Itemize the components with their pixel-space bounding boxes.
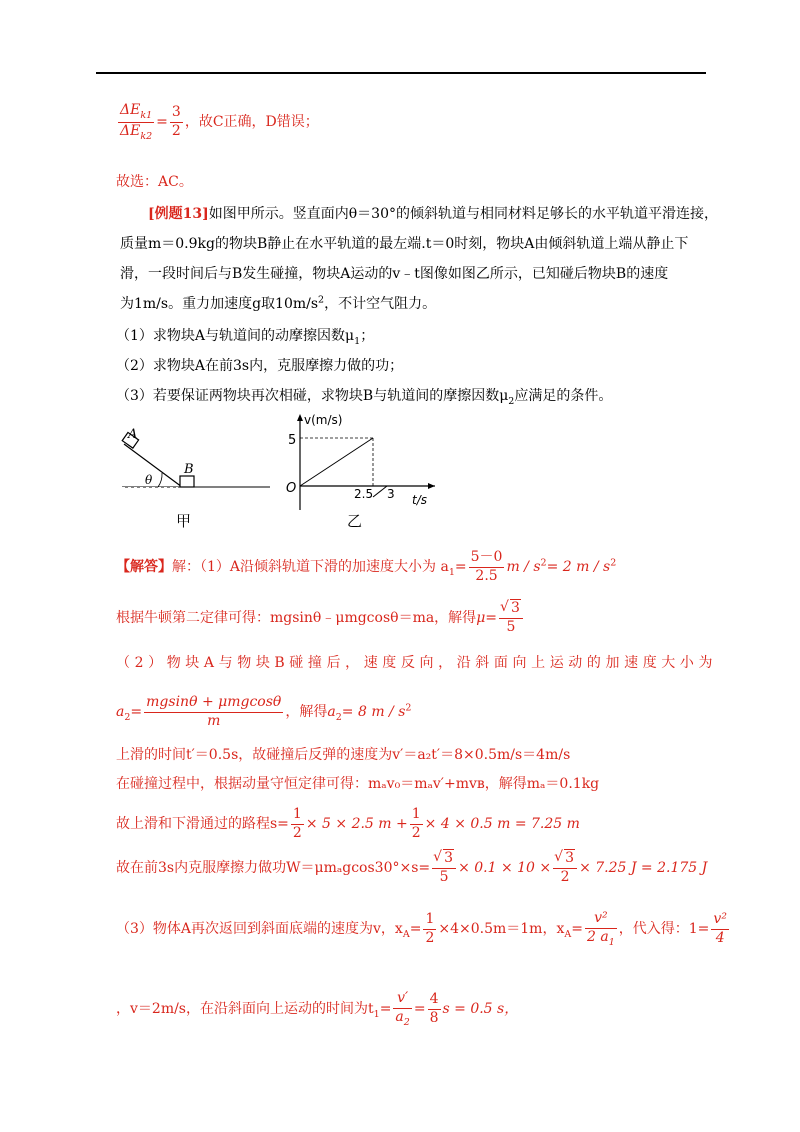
example-line-2: 质量m＝0.9kg的物块B静止在水平轨道的最左端.t＝0时刻，物块A由倾斜轨道上端从静止下 xyxy=(120,236,689,252)
solution-line-10: ，v＝2m/s，在沿斜面向上运动的时间为$t_1=$ $\frac{v'}{a_2}$ = $\frac{4}{8}$ s = 0.5 s， xyxy=(116,990,519,1028)
example-line-1: [例题13]如图甲所示。竖直面内θ＝30°的倾斜轨道与相同材料足够长的水平轨道平滑连接， xyxy=(148,206,718,222)
solution-line-2: 根据牛顿第二定律可得：mgsinθ﹣μmgcosθ＝ma，解得μ= √ $\frac{3}{5}$ xyxy=(116,600,525,636)
mu-fraction: √ $\frac{3}{5}$ xyxy=(499,600,523,636)
question-3: （3）若要保证两物块再次相碰，求物块B与轨道间的摩擦因数$\mu_2$应满足的条件。 xyxy=(116,388,613,407)
question-1: （1）求物块A与轨道间的动摩擦因数$\mu_1$； xyxy=(116,328,375,347)
label-b: B xyxy=(184,462,194,477)
incline-track xyxy=(124,444,182,487)
example-label: [例题13] xyxy=(148,206,209,222)
origin-label: O xyxy=(286,481,297,496)
rebound-line xyxy=(373,486,387,497)
ratio-line: $\frac{\Delta E_{k1}}{\Delta E_{k2}}$ = $\frac{3}{2}$ ，故C正确，D错误； xyxy=(120,102,319,142)
solution-line-8: 故在前3s内克服摩擦力做功W＝μmₐgcos30°×s= √ $\frac{3}{5}$ × 0.1 × 10 × √ $\frac{3}{2}$ × 7.25 J = 2.175 J xyxy=(116,850,707,886)
t-axis-label: t/s xyxy=(412,493,427,507)
question-2: （2）求物块A在前3s内，克服摩擦力做的功； xyxy=(116,358,404,374)
block-b xyxy=(180,476,194,487)
t-tick-3: 3 xyxy=(387,487,395,501)
solution-line-1: 【解答】解：（1）A沿倾斜轨道下滑的加速度大小为 $a_1=$ $\frac{5-0}{2.5}$ $m / s^2= 2$ m / $s^2$ xyxy=(116,549,617,584)
velocity-line xyxy=(300,438,373,486)
ratio-fraction: $\frac{\Delta E_{k1}}{\Delta E_{k2}}$ xyxy=(120,102,153,142)
caption-yi: 乙 xyxy=(347,512,363,530)
v-axis-label: v(m/s) xyxy=(304,413,343,427)
accel-fraction: $\frac{5-0}{2.5}$ xyxy=(470,549,503,584)
answer-line: 故选：AC。 xyxy=(116,174,193,190)
solution-line-9: （3）物体A再次返回到斜面底端的速度为v，$x_A=$ $\frac{1}{2}$ ×4×0.5m＝1m，$x_A=$ $\frac{\text{v²}}{2 a_1}$ ，代入得：1= $\frac{\text{v²}}{4}$ xyxy=(116,910,727,948)
solution-line-6: 在碰撞过程中，根据动量守恒定律可得：mₐv₀＝mₐv′+mvʙ，解得mₐ＝0.1kg xyxy=(116,776,600,792)
solution-line-3: （2）物块A与物块B碰撞后，速度反向，沿斜面向上运动的加速度大小为 xyxy=(116,655,718,671)
solution-line-7: 故上滑和下滑通过的路程s= $\frac{1}{2}$ × 5 × 2.5 m + $\frac{1}{2}$ × 4 × 0.5 m = 7.25 m xyxy=(116,806,580,841)
caption-jia: 甲 xyxy=(176,512,192,530)
v-tick-5: 5 xyxy=(288,433,297,448)
incline-diagram xyxy=(122,427,270,530)
label-theta: θ xyxy=(145,473,153,487)
solution-line-4: $a_2=$ $\frac{\text{mgsinθ + μmgcosθ}}{m}$ ，解得$a_2= 8$ m / $s^2$ xyxy=(116,694,412,729)
ratio-value: $\frac{3}{2}$ xyxy=(171,104,181,139)
solution-line-5: 上滑的时间t′＝0.5s，故碰撞后反弹的速度为v′＝a₂t′＝8×0.5m/s＝4m/s xyxy=(116,747,571,763)
header-rule xyxy=(96,72,706,74)
label-a: A xyxy=(128,427,138,442)
example-line-3: 滑，一段时间后与B发生碰撞，物块A运动的v﹣t图像如图乙所示，已知碰后物块B的速度 xyxy=(120,266,669,282)
t-tick-2-5: 2.5 xyxy=(354,487,374,501)
example-line-4: 为1m/s。重力加速度g取$10m/s^2$，不计空气阻力。 xyxy=(120,294,437,312)
figure xyxy=(110,410,450,535)
angle-arc xyxy=(158,473,162,487)
vt-graph xyxy=(286,413,435,530)
a2-fraction: $\frac{\text{mgsinθ + μmgcosθ}}{m}$ xyxy=(146,694,282,729)
